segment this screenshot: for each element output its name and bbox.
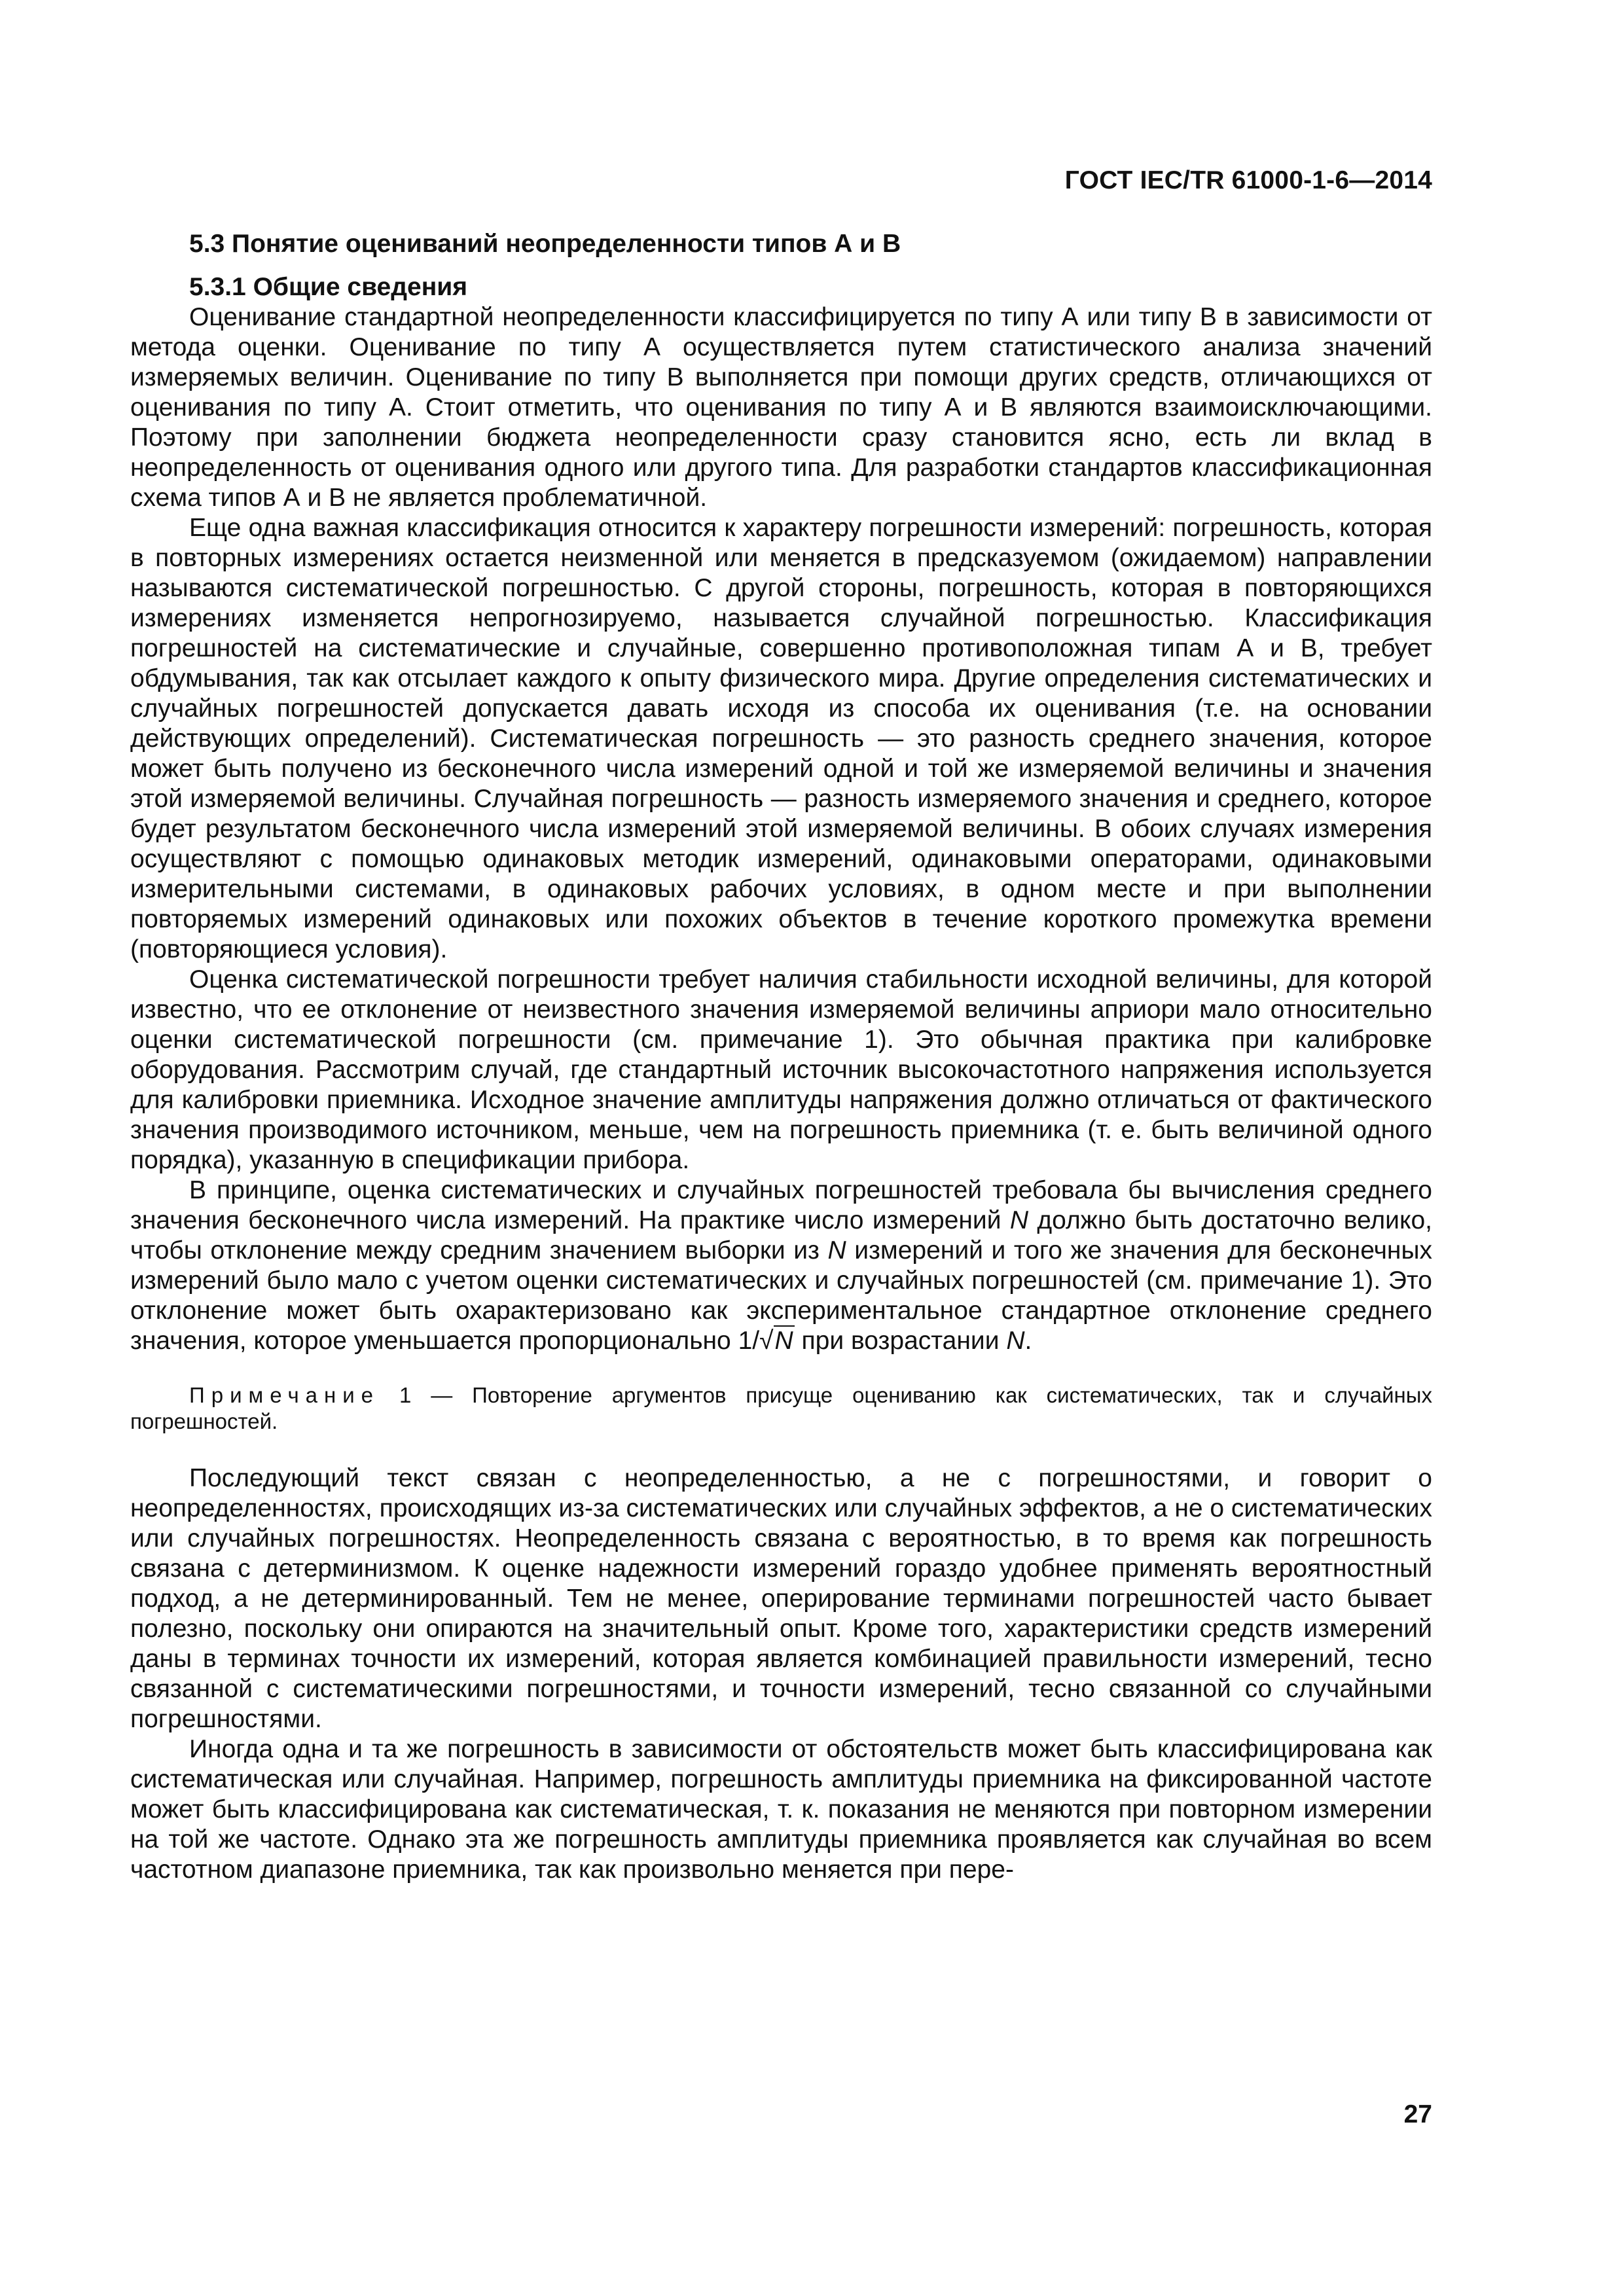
note <box>130 1382 1432 1435</box>
formula-radicand: N <box>774 1327 793 1355</box>
paragraph-6: Иногда одна и та же погрешность в зависимости от обстоятельств может быть классифицирована как систематическая или случайная. Например, погрешность амплитуды приемника на фиксированной частоте может быть классифицирована как систематическая, т. к. показания не меняются при повторном измерении на той же частоте. Однако эта же погрешность амплитуды приемника проявляется как случайная во всем частотном диапазоне приемника, так как произвольно меняется при пере- <box>130 1735 1432 1884</box>
paragraph-3: Оценка систематической погрешности требует наличия стабильности исходной величины, для которой известно, что ее отклонение от неизвестного значения измеряемой величины априори мало относительно оценки систематической погрешности (см. примечание 1). Это обычная практика при калибровке оборудования. Рассмотрим случай, где стандартный источник высокочастотного напряжения используется для калибровки приемника. Исходное значение амплитуды напряжения должно отличаться от фактического значения производимого источником, меньше, чем на погрешность приемника (т. е. быть величиной одного порядка), указанную в спецификации прибора. <box>130 965 1432 1174</box>
paragraph-4-part-4: при возрастании <box>794 1327 1007 1355</box>
formula-numerator: 1 <box>738 1327 753 1355</box>
document-code: ГОСТ IEC/TR 61000-1-6—2014 <box>1064 166 1432 194</box>
paragraph-4 <box>130 1175 1432 1356</box>
paragraph-4-part-2: должно быть достаточно велико, чтобы отклонение между средним значением выборки из <box>130 1206 1432 1265</box>
section-title: 5.3 Понятие оцениваний неопределенности типов А и В <box>189 230 901 258</box>
formula-root-sign: √ <box>759 1327 774 1355</box>
paragraph-4-part-1: В принципе, оценка систематических и случайных погрешностей требовала бы вычисления среднего значения бесконечного числа измерений. На практике число измерений <box>130 1176 1432 1234</box>
paragraph-4-part-5: . <box>1024 1327 1032 1355</box>
paragraph-5: Последующий текст связан с неопределенностью, а не с погрешностями, и говорит о неопределенностях, происходящих из-за систематических или случайных эффектов, а не о систематических или случайных погрешностях. Неопределенность связана с вероятностью, в то время как погрешность связана с детерминизмом. К оценке надежности измерений гораздо удобнее применять вероятностный подход, а не детерминированный. Тем не менее, оперирование терминами погрешностей часто бывает полезно, поскольку они опираются на значительный опыт. Кроме того, характеристики средств измерений даны в терминах точности их измерений, которая является комбинацией правильности измерений, тесно связанной с систематическими погрешностями, и точности измерений, тесно связанной со случайными погрешностями. <box>130 1464 1432 1733</box>
note-label: Примечание <box>189 1383 380 1407</box>
variable-n: N <box>1006 1327 1025 1355</box>
page-number: 27 <box>1403 2100 1432 2128</box>
paragraph-1: Оценивание стандартной неопределенности классифицируется по типу А или типу В в зависимости от метода оценки. Оценивание по типу А осуществляется путем статистического анализа значений измеряемых величин. Оценивание по типу В выполняется при помощи других средств, отличающихся от оценивания по типу А. Стоит отметить, что оценивания по типу А и В являются взаимоисключающими. Поэтому при заполнении бюджета неопределенности сразу становится ясно, есть ли вклад в неопределенность от оценивания одного или другого типа. Для разработки стандартов классификационная схема типов А и В не является проблематичной. <box>130 303 1432 512</box>
subsection-title: 5.3.1 Общие сведения <box>189 273 467 301</box>
variable-n: N <box>1009 1206 1029 1234</box>
paragraph-2: Еще одна важная классификация относится к характеру погрешности измерений: погрешность, которая в повторных измерениях остается неизменной или меняется в предсказуемом (ожидаемом) направлении называются систематической погрешностью. С другой стороны, погрешность, которая в повторяющихся измерениях изменяется непрогнозируемо, называется случайной погрешностью. Классификация погрешностей на систематические и случайные, совершенно противоположная типам А и В, требует обдумывания, так как отсылает каждого к опыту физического мира. Другие определения систематических и случайных погрешностей допускается давать исходя из способа их оценивания (т.е. на основании действующих определений). Систематическая погрешность — это разность среднего значения, которое может быть получено из бесконечного числа измерений одной и той же измеряемой величины и значения этой измеряемой величины. Случайная погрешность — разность измеряемого значения и среднего, которое будет результатом бесконечного числа измерений этой измеряемой величины. В обоих случаях измерения осуществляют с помощью одинаковых методик измерений, одинаковыми операторами, одинаковыми измерительными системами, в одинаковых рабочих условиях, в одном месте и при выполнении повторяемых измерений одинаковых или похожих объектов в течение короткого промежутка времени (повторяющиеся условия). <box>130 514 1432 963</box>
variable-n: N <box>827 1236 846 1265</box>
paragraph-4-part-3: измерений и того же значения для бесконечных измерений было мало с учетом оценки систематических и случайных погрешностей (см. примечание 1). Это отклонение может быть охарактеризовано как экспериментальное стандартное отклонение среднего значения, которое уменьшается пропорционально <box>130 1236 1432 1355</box>
formula-slash: / <box>752 1327 760 1355</box>
page-content <box>130 229 1432 1885</box>
formula-inverse-sqrt-n <box>738 1325 795 1355</box>
note-text: 1 — Повторение аргументов присуще оцениванию как систематических, так и случайных погрешностей. <box>130 1383 1433 1433</box>
